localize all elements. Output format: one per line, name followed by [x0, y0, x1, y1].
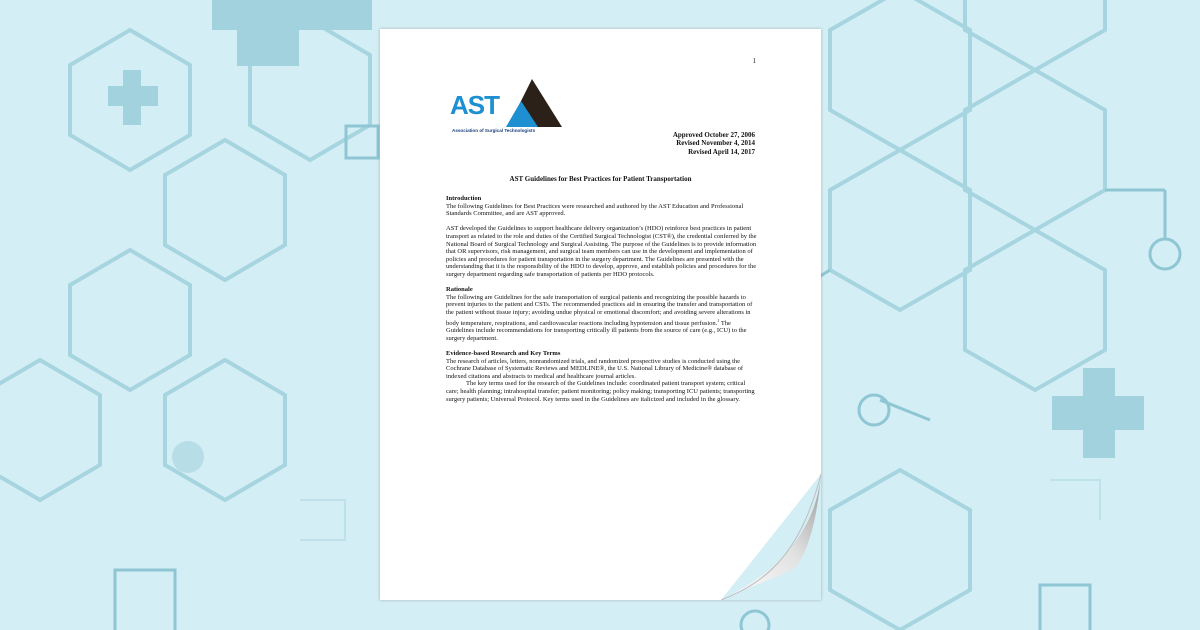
logo-wordmark: AST: [450, 90, 499, 120]
ast-logo: [450, 79, 562, 139]
paragraph: The key terms used for the research of the Guidelines include: coordinated patient transport system; critical care; health planning; intrahospital transfer; patient monitoring; policy making; transporting ICU patients; transporting surgery patients; Universal Protocol. Key terms used in the Guidelines are italicized and included in the glossary.: [446, 380, 755, 403]
section-heading-rationale: Rationale: [446, 286, 473, 294]
page-number: 1: [752, 57, 756, 65]
paragraph: AST developed the Guidelines to support healthcare delivery organization’s (HDO) reinforce best practices in patient transport as related to the role and duties of the Certified Surgical Technologist (CST®), the credential conferred by the National Board of Surgical Technology and Surgical Assisting. The purpose of the Guidelines is to provide information that OR supervisors, risk management, and surgical team members can use in the development and implementation of policies and procedures for patient transportation in the surgery department. The Guidelines are presented with the understanding that it is the responsibility of the HDO to develop, approve, and establish policies and procedures for the surgery department regarding safe transportation of patients per HDO protocols.: [446, 225, 757, 278]
section-heading-evidence: Evidence-based Research and Key Terms: [446, 350, 561, 358]
document-title: AST Guidelines for Best Practices for Patient Transportation: [509, 175, 692, 183]
triangle-logo-icon: [506, 79, 562, 127]
paragraph: The following Guidelines for Best Practices were researched and authored by the AST Education and Professional Standards Committee, and are AST approved.: [446, 202, 744, 218]
section-heading-introduction: Introduction: [446, 195, 482, 202]
page-curl: [721, 474, 821, 600]
revision-dates: [673, 131, 755, 156]
footnote-ref: 1: [717, 317, 720, 323]
document-body: [446, 195, 758, 403]
paragraph: [446, 294, 758, 343]
date-line: Revised April 14, 2017: [688, 147, 755, 156]
paragraph-text: The following are Guidelines for the safe transportation of surgical patients and recognizing the possible hazards to prevent injuries to the patient and CSTs. The recommended practices aid in ensuring the transfer and transportation of the patient without tissue injury; avoiding undue physical or emotional discomfort; and avoiding severe alterations in body temperature, respirations, and cardiovascular reactions including hypotension and tissue perfusion.: [446, 293, 753, 327]
paragraph: The research of articles, letters, nonrandomized trials, and randomized prospective studies is conducted using the Cochrane Database of Systematic Reviews and MEDLINE®, the U.S. National Library of Medicine® database of indexed citations and abstracts to medical and healthcare journal articles.: [446, 357, 744, 380]
date-line: Approved October 27, 2006: [672, 131, 755, 139]
logo-tagline: Association of Surgical Technologists: [452, 128, 536, 133]
document-page: [380, 29, 821, 600]
date-line: Revised November 4, 2014: [676, 139, 755, 148]
paragraph-text: The Guidelines include recommendations for transporting critically ill patients from the source of care (e.g., ICU) to the surgery department.: [446, 319, 747, 342]
